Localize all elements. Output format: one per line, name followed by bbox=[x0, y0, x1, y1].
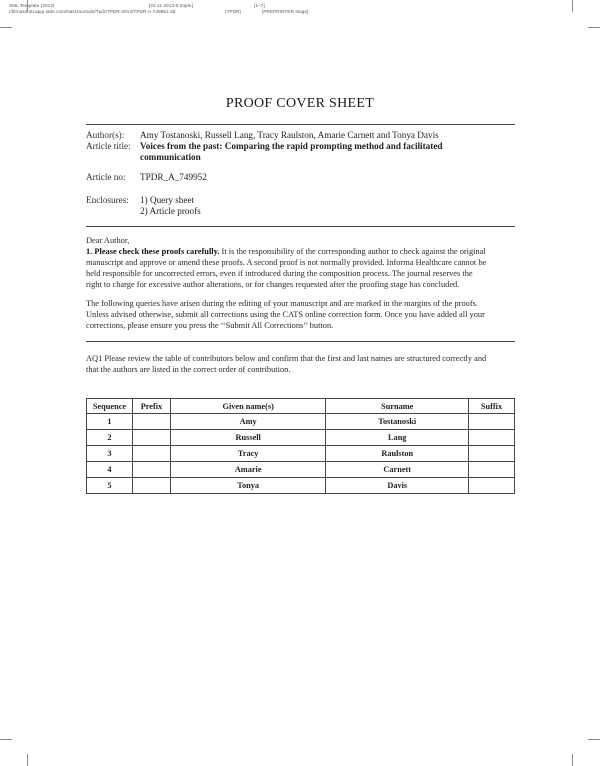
column-header-sequence: Sequence bbox=[87, 399, 133, 414]
surname-cell: Davis bbox=[326, 478, 469, 494]
crop-mark-bottom-right-h bbox=[588, 739, 600, 740]
paragraph-1 bbox=[86, 246, 516, 290]
header-template: XML Template (2013) bbox=[9, 3, 55, 8]
table-row bbox=[87, 430, 515, 446]
article-no-value: TPDR_A_749952 bbox=[140, 172, 207, 182]
column-header-surname: Surname bbox=[326, 399, 469, 414]
header-info: [PREPRINTER stage] bbox=[262, 9, 309, 14]
given-name-cell: Amarie bbox=[170, 462, 326, 478]
enclosure-1: 1) Query sheet bbox=[140, 195, 195, 205]
suffix-cell bbox=[469, 478, 515, 494]
header-date: [23.11.2013-6:34pm] bbox=[149, 3, 193, 8]
suffix-cell bbox=[469, 462, 515, 478]
crop-mark-top-left-v bbox=[27, 0, 28, 12]
sequence-cell: 1 bbox=[87, 414, 133, 430]
crop-mark-top-right-v bbox=[572, 0, 573, 12]
column-header-given-names: Given name(s) bbox=[170, 399, 326, 414]
header-path: //blrnas3.stcapgi.tads.com/Nas/Journals/Tpdr/TPDR-2013/TPDR-A-749952.3d bbox=[9, 9, 176, 14]
article-title-line-1: Voices from the past: Comparing the rapid prompting method and facilitated bbox=[140, 141, 443, 151]
sequence-cell: 5 bbox=[87, 478, 133, 494]
prefix-cell bbox=[132, 430, 170, 446]
sequence-cell: 2 bbox=[87, 430, 133, 446]
sequence-cell: 3 bbox=[87, 446, 133, 462]
table-row bbox=[87, 478, 515, 494]
author-query-line-2: that the authors are listed in the correct order of contribution. bbox=[86, 365, 291, 374]
suffix-cell bbox=[469, 430, 515, 446]
enclosure-2: 2) Article proofs bbox=[140, 206, 201, 216]
author-query bbox=[86, 353, 516, 375]
article-no-row bbox=[86, 172, 516, 183]
paragraph-1-line-1-text: It is the responsibility of the corresponding author to check against the original bbox=[219, 247, 486, 256]
prefix-cell bbox=[132, 414, 170, 430]
header-page: [1–7] bbox=[254, 3, 265, 8]
surname-cell: Lang bbox=[326, 430, 469, 446]
article-title-label: Article title: bbox=[86, 141, 131, 151]
suffix-cell bbox=[469, 414, 515, 430]
table-header-row bbox=[87, 399, 515, 414]
given-name-cell: Amy bbox=[170, 414, 326, 430]
header-code: (TPDR) bbox=[225, 9, 242, 14]
paragraph-1-line-2: manuscript and approve or amend these proofs. A second proof is not normally provided. Informa Healthcare cannot be bbox=[86, 258, 487, 267]
enclosures-label: Enclosures: bbox=[86, 195, 129, 205]
article-no-label: Article no: bbox=[86, 172, 126, 182]
author-query-line-1: AQ1 Please review the table of contributors below and confirm that the first and last names are structured correctly and bbox=[86, 354, 487, 363]
column-header-prefix: Prefix bbox=[132, 399, 170, 414]
given-name-cell: Russell bbox=[170, 430, 326, 446]
authors-label: Author(s): bbox=[86, 130, 125, 140]
table-row bbox=[87, 462, 515, 478]
surname-cell: Tostanoski bbox=[326, 414, 469, 430]
paragraph-2-line-3: corrections, please ensure you press the ‘‘Submit All Corrections’’ button. bbox=[86, 321, 334, 330]
paragraph-1-line-1 bbox=[86, 246, 516, 257]
column-header-suffix: Suffix bbox=[469, 399, 515, 414]
title-rule bbox=[86, 124, 515, 125]
suffix-cell bbox=[469, 446, 515, 462]
authors-value: Amy Tostanoski, Russell Lang, Tracy Raulston, Amarie Carnett and Tonya Davis bbox=[140, 130, 439, 140]
surname-cell: Raulston bbox=[326, 446, 469, 462]
page-title: PROOF COVER SHEET bbox=[225, 96, 375, 111]
surname-cell: Carnett bbox=[326, 462, 469, 478]
crop-mark-bottom-left-h bbox=[0, 739, 12, 740]
paragraph-1-line-4: right to charge for excessive author alterations, or for changes requested after the proofing stage has concluded. bbox=[86, 280, 460, 289]
paragraph-2-line-2: Unless advised otherwise, submit all corrections using the CATS online correction form. Once you have added all your bbox=[86, 310, 485, 319]
sequence-cell: 4 bbox=[87, 462, 133, 478]
authors-row bbox=[86, 130, 516, 141]
crop-mark-bottom-right-v bbox=[572, 754, 573, 766]
proof-check-heading: 1. Please check these proofs carefully. bbox=[86, 247, 220, 256]
article-title-row bbox=[86, 141, 516, 163]
article-title-line-2: communication bbox=[140, 152, 201, 162]
paragraph-2 bbox=[86, 298, 516, 331]
letter-rule bbox=[86, 341, 515, 342]
contributors-table bbox=[86, 398, 515, 494]
crop-mark-bottom-left-v bbox=[27, 754, 28, 766]
table-row bbox=[87, 446, 515, 462]
table-row bbox=[87, 414, 515, 430]
prefix-cell bbox=[132, 462, 170, 478]
crop-mark-top-left-h bbox=[0, 27, 12, 28]
enclosures-row bbox=[86, 195, 516, 217]
given-name-cell: Tracy bbox=[170, 446, 326, 462]
paragraph-2-line-1: The following queries have arisen during the editing of your manuscript and are marked in the margins of the proofs. bbox=[86, 299, 478, 308]
paragraph-1-line-3: held responsible for uncorrected errors, even if introduced during the composition process. The journal reserves the bbox=[86, 269, 473, 278]
prefix-cell bbox=[132, 478, 170, 494]
meta-rule bbox=[86, 226, 515, 227]
crop-mark-top-right-h bbox=[588, 27, 600, 28]
prefix-cell bbox=[132, 446, 170, 462]
given-name-cell: Tonya bbox=[170, 478, 326, 494]
greeting: Dear Author, bbox=[86, 236, 130, 245]
